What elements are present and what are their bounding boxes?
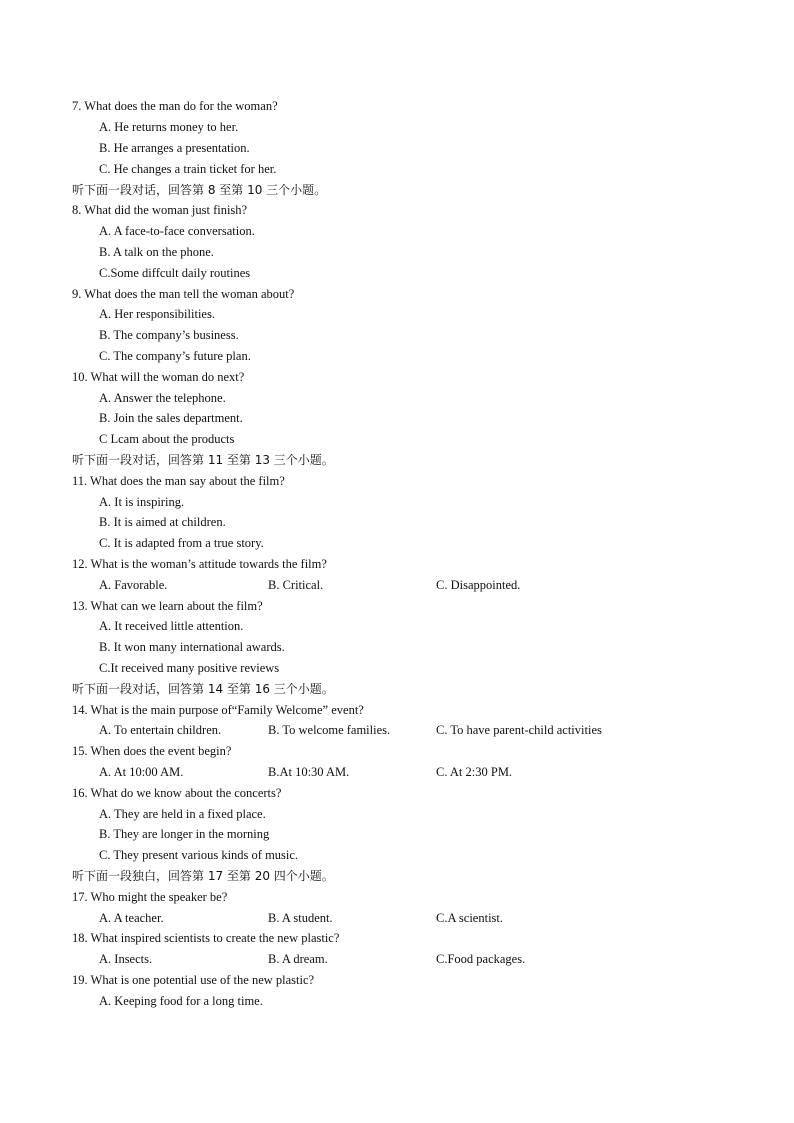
answer-option: A. Her responsibilities. bbox=[99, 307, 215, 321]
answer-option: C.Some diffcult daily routines bbox=[99, 266, 251, 280]
answer-option-b: B.At 10:30 AM. bbox=[268, 765, 350, 779]
question-text: 10. What will the woman do next? bbox=[72, 370, 245, 384]
question-text: 12. What is the woman’s attitude towards the film? bbox=[72, 557, 327, 571]
question-text: 15. When does the event begin? bbox=[72, 744, 232, 758]
answer-option: C Lcam about the products bbox=[99, 432, 235, 446]
answer-option: C. They present various kinds of music. bbox=[99, 848, 299, 862]
question-text: 9. What does the man tell the woman about? bbox=[72, 287, 295, 301]
answer-option: C. It is adapted from a true story. bbox=[99, 536, 264, 550]
answer-option-c: C. Disappointed. bbox=[436, 578, 521, 592]
answer-option-a: A. Favorable. bbox=[99, 578, 168, 592]
answer-option-b: B. To welcome families. bbox=[268, 723, 391, 737]
question-text: 13. What can we learn about the film? bbox=[72, 599, 263, 613]
answer-option: C. The company’s future plan. bbox=[99, 349, 251, 363]
question-text: 7. What does the man do for the woman? bbox=[72, 99, 278, 113]
question-text: 8. What did the woman just finish? bbox=[72, 203, 248, 217]
answer-option: B. It won many international awards. bbox=[99, 640, 285, 654]
answer-option-c: C. At 2:30 PM. bbox=[436, 765, 513, 779]
answer-option: A. It is inspiring. bbox=[99, 495, 185, 509]
answer-option: A. They are held in a fixed place. bbox=[99, 807, 266, 821]
question-text: 14. What is the main purpose of“Family Welcome” event? bbox=[72, 703, 364, 717]
section-instruction: 听下面一段对话，回答第 11 至第 13 三个小题。 bbox=[72, 453, 334, 467]
answer-option: B. He arranges a presentation. bbox=[99, 141, 250, 155]
answer-option-a: A. A teacher. bbox=[99, 911, 164, 925]
answer-option-b: B. Critical. bbox=[268, 578, 324, 592]
answer-option: A. He returns money to her. bbox=[99, 120, 239, 134]
answer-option-c: C.A scientist. bbox=[436, 911, 504, 925]
answer-option: A. A face-to-face conversation. bbox=[99, 224, 255, 238]
answer-option-b: B. A student. bbox=[268, 911, 333, 925]
answer-option-a: A. Insects. bbox=[99, 952, 153, 966]
answer-option: B. They are longer in the morning bbox=[99, 827, 270, 841]
question-text: 11. What does the man say about the film? bbox=[72, 474, 285, 488]
answer-option: B. Join the sales department. bbox=[99, 411, 243, 425]
answer-option: B. A talk on the phone. bbox=[99, 245, 214, 259]
answer-option: B. The company’s business. bbox=[99, 328, 239, 342]
answer-option-c: C.Food packages. bbox=[436, 952, 526, 966]
answer-option: A. Keeping food for a long time. bbox=[99, 994, 263, 1008]
answer-option: A. Answer the telephone. bbox=[99, 391, 226, 405]
answer-option-c: C. To have parent-child activities bbox=[436, 723, 602, 737]
answer-option: C.It received many positive reviews bbox=[99, 661, 280, 675]
answer-option: C. He changes a train ticket for her. bbox=[99, 162, 277, 176]
section-instruction: 听下面一段对话，回答第 14 至第 16 三个小题。 bbox=[72, 682, 334, 696]
section-instruction: 听下面一段独白，回答第 17 至第 20 四个小题。 bbox=[72, 869, 334, 883]
question-text: 16. What do we know about the concerts? bbox=[72, 786, 282, 800]
section-instruction: 听下面一段对话，回答第 8 至第 10 三个小题。 bbox=[72, 183, 327, 197]
answer-option-b: B. A dream. bbox=[268, 952, 328, 966]
answer-option-a: A. To entertain children. bbox=[99, 723, 222, 737]
question-text: 19. What is one potential use of the new plastic? bbox=[72, 973, 315, 987]
answer-option: A. It received little attention. bbox=[99, 619, 244, 633]
answer-option: B. It is aimed at children. bbox=[99, 515, 226, 529]
question-text: 17. Who might the speaker be? bbox=[72, 890, 228, 904]
question-text: 18. What inspired scientists to create the new plastic? bbox=[72, 931, 340, 945]
answer-option-a: A. At 10:00 AM. bbox=[99, 765, 184, 779]
